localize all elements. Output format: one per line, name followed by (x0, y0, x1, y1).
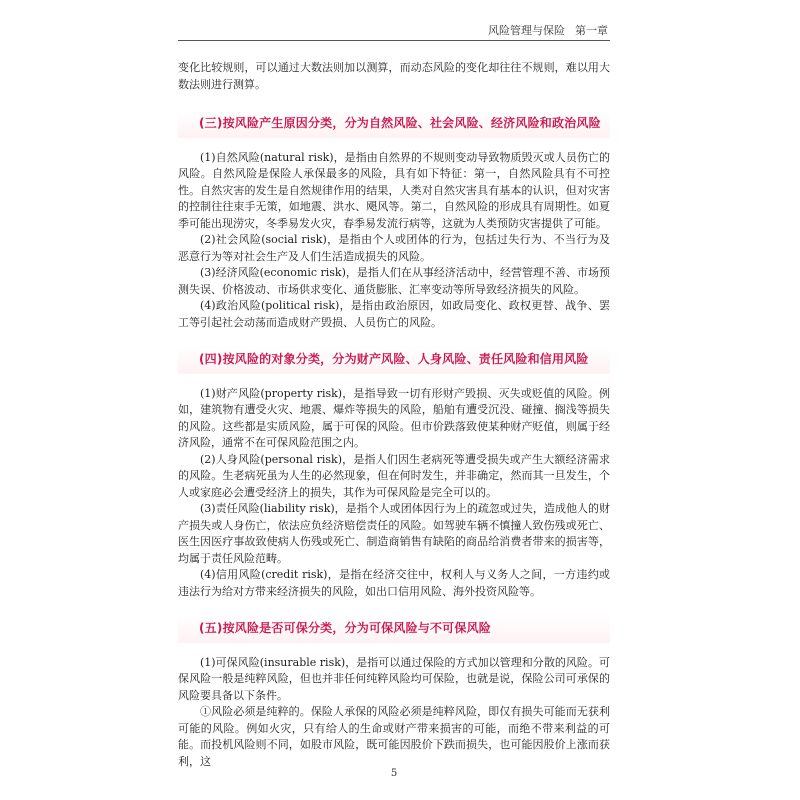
section4-paragraph-4: (4)信用风险(credit risk)，是指在经济交往中，权利人与义务人之间，一方违约或违法行为给对方带来经济损失的风险，如出口信用风险、海外投资风险等。 (178, 568, 610, 598)
header-rule (178, 40, 610, 41)
section3-paragraph-1: (1)自然风险(natural risk)，是指由自然界的不规则变动导致物质毁灭或人员伤亡的风险。自然风险是保险人承保最多的风险，具有如下特征：第一，自然风险具有不可控性。自然灾害的发生是自然规律作用的结果，人类对自然灾害具有基本的认识，但对灾害的控制往往束手无策，如地震、洪水、飓风等。第二，自然风险的形成具有周期性。如夏季可能出现涝灾，冬季易发火灾，春季易发流行病等，这就为人类预防灾害提供了可能。 (178, 150, 610, 230)
section3-paragraph-3: (3)经济风险(economic risk)，是指人们在从事经济活动中，经营管理不善、市场预测失误、价格波动、市场供求变化、通货膨胀、汇率变动等所导致经济损失的风险。 (178, 266, 610, 296)
page-number: 5 (390, 768, 398, 779)
section5-paragraph-2: ①风险必须是纯粹的。保险人承保的风险必须是纯粹风险，即仅有损失可能而无获利可能的风险。例如火灾，只有给人的生命或财产带来损害的可能，而绝不带来利益的可能。而投机风险则不同，如股市风险，既可能因股价下跌而损失，也可能因股价上涨而获利，这 (178, 705, 610, 768)
section3-paragraph-2: (2)社会风险(social risk)，是指由个人或团体的行为，包括过失行为、不当行为及恶意行为等对社会生产及人们生活造成损失的风险。 (178, 233, 610, 263)
section-heading-4: (四)按风险的对象分类，分为财产风险、人身风险、责任风险和信用风险 (178, 347, 610, 374)
section-heading-5: (五)按风险是否可保分类，分为可保风险与不可保风险 (178, 616, 610, 643)
book-title: 风险管理与保险 (488, 24, 565, 37)
section4-paragraph-3: (3)责任风险(liability risk)，是指个人或团体因行为上的疏忽或过失，造成他人的财产损失或人身伤亡，依法应负经济赔偿责任的风险。如驾驶车辆不慎撞人致伤残或死亡、医生因医疗事故致使病人伤残或死亡、制造商销售有缺陷的商品给消费者带来的损害等，均属于责任风险范畴。 (178, 502, 610, 565)
chapter-label: 第一章 (575, 24, 608, 37)
section4-paragraph-2: (2)人身风险(personal risk)，是指人们因生老病死等遭受损失或产生大额经济需求的风险。生老病死虽为人生的必然现象，但在何时发生，并非确定，然而其一旦发生，个人或家庭必会遭受经济上的损失，其作为可保风险是完全可以的。 (178, 452, 610, 499)
running-header (488, 22, 608, 38)
section3-paragraph-4: (4)政治风险(political risk)，是指由政治原因，如政局变化、政权更替、战争、罢工等引起社会动荡而造成财产毁损、人员伤亡的风险。 (178, 299, 610, 329)
section4-paragraph-1: (1)财产风险(property risk)，是指导致一切有形财产毁损、灭失或贬值的风险。例如，建筑物有遭受火灾、地震、爆炸等损失的风险，船舶有遭受沉没、碰撞、搁浅等损失的风险。这些都是实质风险，属于可保的风险。但市价跌落致使某种财产贬值，则属于经济风险，通常不在可保风险范围之内。 (178, 386, 610, 449)
section-heading-3: (三)按风险产生原因分类，分为自然风险、社会风险、经济风险和政治风险 (178, 111, 610, 138)
section5-paragraph-1: (1)可保风险(insurable risk)，是指可以通过保险的方式加以管理和分散的风险。可保风险一般是纯粹风险，但也并非任何纯粹风险均可保险，也就是说，保险公司可承保的风险要具备以下条件。 (178, 655, 610, 702)
page-body (178, 60, 610, 770)
intro-paragraph: 变化比较规则，可以通过大数法则加以测算，而动态风险的变化却往往不规则，难以用大数法则进行测算。 (178, 61, 610, 91)
